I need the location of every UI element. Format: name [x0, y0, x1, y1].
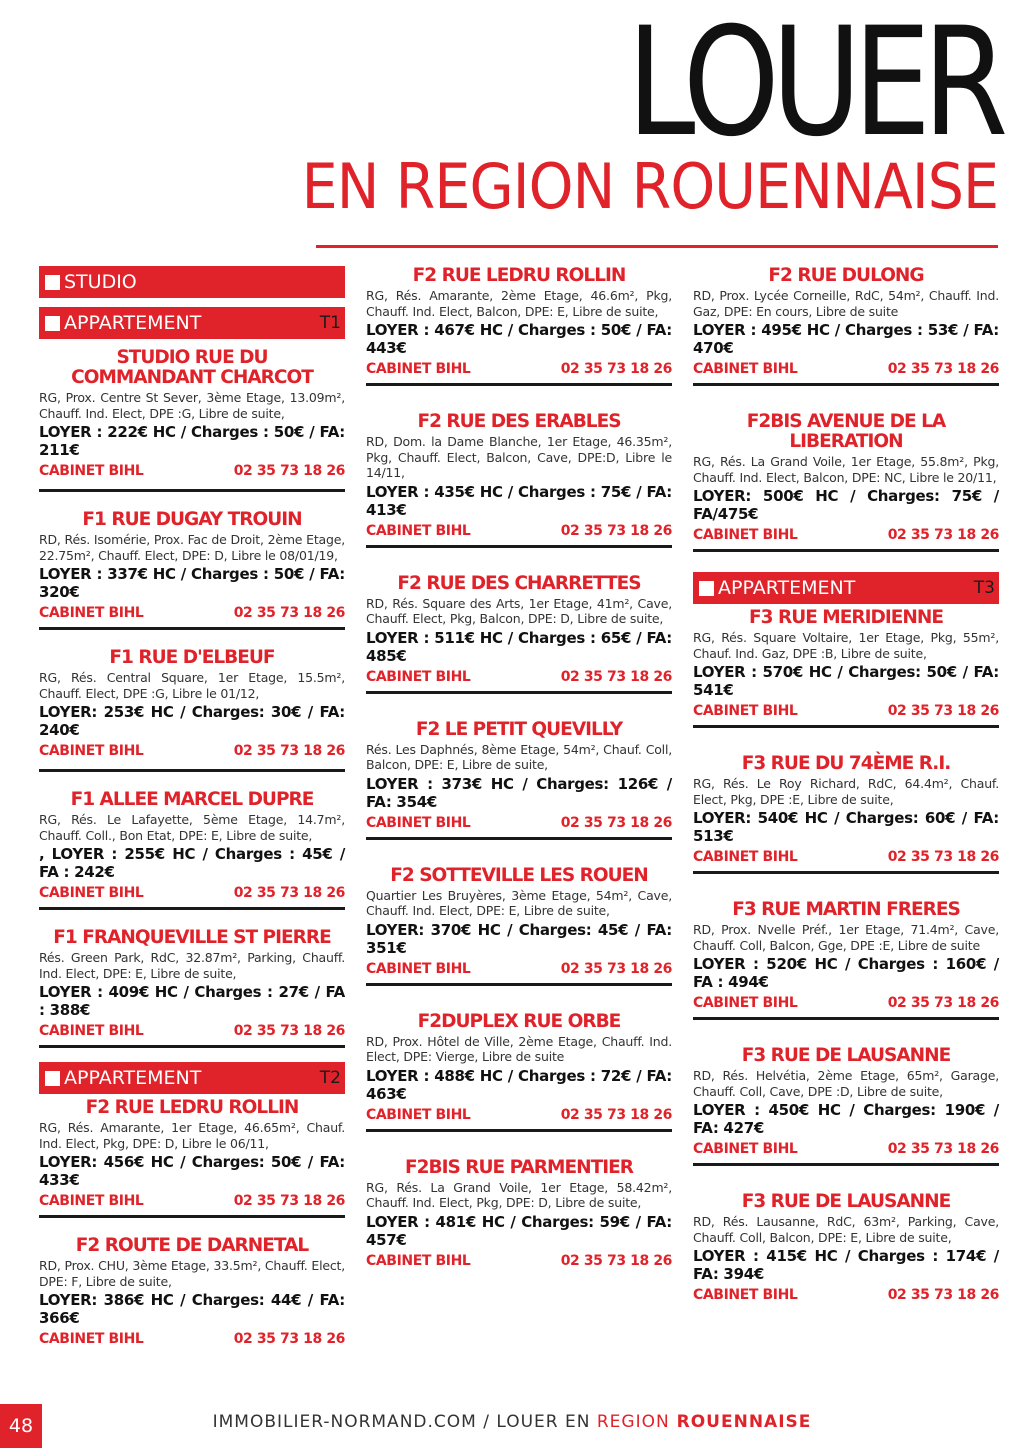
listing-title: F3 RUE MERIDIENNE [749, 607, 943, 628]
listing-phone: 02 35 73 18 26 [233, 1331, 345, 1347]
square-bullet-icon [45, 316, 60, 331]
listing-rent: LOYER: 500€ HC / Charges: 75€ / FA/475€ [693, 487, 999, 523]
listing-title: F2 LE PETIT QUEVILLY [415, 718, 623, 740]
listing-phone: 02 35 73 18 26 [560, 668, 672, 685]
footer-site: IMMOBILIER-NORMAND.COM / LOUER EN [212, 1412, 597, 1432]
listing-phone: 02 35 73 18 26 [560, 361, 672, 377]
square-bullet-icon [45, 1071, 60, 1086]
listing-rent: LOYER : 409€ HC / Charges : 27€ / FA : 388€ [39, 983, 345, 1019]
listing [693, 900, 999, 1020]
band-label: APPARTEMENT [718, 577, 856, 599]
band-label: STUDIO [64, 271, 137, 293]
listing [39, 790, 345, 910]
listing-description: RD, Prox. Lycée Corneille, RdC, 54m², Chauff. Ind. Gaz, DPE: En cours, Libre de suite [693, 288, 999, 319]
listing-phone: 02 35 73 18 26 [887, 1287, 999, 1303]
listing-agency: CABINET BIHL [39, 463, 144, 479]
listing-agency: CABINET BIHL [39, 1193, 144, 1209]
listing-description: Rés. Green Park, RdC, 32.87m², Parking, Chauff. Ind. Elect, DPE: E, Libre de suite, [39, 950, 345, 981]
section-band-t1 [39, 307, 345, 339]
listing-phone: 02 35 73 18 26 [887, 1141, 999, 1157]
listing [39, 928, 345, 1048]
listing [693, 1046, 999, 1166]
listing-phone: 02 35 73 18 26 [560, 814, 672, 831]
listing-description: RG, Prox. Centre St Sever, 3ème Etage, 13.09m², Chauff. Ind. Elect, DPE :G, Libre de suite, [39, 390, 345, 421]
listing [366, 866, 672, 986]
listing [693, 412, 999, 552]
section-band-t3 [693, 572, 999, 604]
listing-title: F2BIS AVENUE DE LA LIBERATION [746, 411, 946, 452]
listing-rent: LOYER : 222€ HC / Charges : 50€ / FA: 211€ [39, 423, 345, 459]
listing-phone: 02 35 73 18 26 [233, 885, 345, 901]
listing-rent: LOYER: 456€ HC / Charges: 50€ / FA: 433€ [39, 1153, 345, 1189]
listing-rent: , LOYER : 255€ HC / Charges : 45€ / FA : 242€ [39, 845, 345, 881]
listing-title: F1 FRANQUEVILLE ST PIERRE [53, 927, 331, 948]
listing-title: F2BIS RUE PARMENTIER [405, 1156, 633, 1178]
listing-phone: 02 35 73 18 26 [233, 1193, 345, 1209]
band-label: APPARTEMENT [64, 1067, 202, 1089]
listing [39, 1236, 345, 1353]
listing-agency: CABINET BIHL [366, 814, 471, 831]
listing-description: RD, Prox. Nvelle Préf., 1er Etage, 71.4m², Cave, Chauff. Coll, Balcon, Gge, DPE :E, Libre de suite [693, 922, 999, 953]
listing-phone: 02 35 73 18 26 [560, 960, 672, 977]
listing-description: RG, Rés. La Grand Voile, 1er Etage, 55.8m², Pkg, Chauff. Ind. Elect, Balcon, DPE: NC, Libre le 20/11, [693, 454, 999, 485]
listing-agency: CABINET BIHL [39, 1331, 144, 1347]
listing-description: Quartier Les Bruyères, 3ème Etage, 54m², Cave, Chauff. Ind. Elect, DPE: E, Libre de suite, [366, 887, 672, 918]
listing [366, 720, 672, 840]
listing-phone: 02 35 73 18 26 [887, 361, 999, 377]
listing-description: RG, Rés. Amarante, 2ème Etage, 46.6m², Pkg, Chauff. Ind. Elect, Balcon, DPE: E, Libre de suite, [366, 288, 672, 319]
listing-description: Rés. Les Daphnés, 8ème Etage, 54m², Chauf. Coll, Balcon, DPE: E, Libre de suite, [366, 741, 672, 772]
listing-description: RG, Rés. Le Lafayette, 5ème Etage, 14.7m², Chauff. Coll., Bon Etat, DPE: E, Libre de suite, [39, 812, 345, 843]
section-band-studio [39, 266, 345, 298]
listing-agency: CABINET BIHL [39, 605, 144, 621]
listing-phone: 02 35 73 18 26 [233, 463, 345, 479]
listing-phone: 02 35 73 18 26 [887, 849, 999, 865]
listing [366, 574, 672, 694]
listing-agency: CABINET BIHL [366, 1252, 471, 1269]
listing-title: F1 RUE D'ELBEUF [109, 647, 275, 668]
listing-title: F3 RUE DU 74ÈME R.I. [741, 753, 951, 774]
listing-rent: LOYER : 415€ HC / Charges : 174€ / FA: 394€ [693, 1247, 999, 1283]
listing-description: RG, Rés. Amarante, 1er Etage, 46.65m², Chauf. Ind. Elect, Pkg, DPE: D, Libre le 06/11, [39, 1120, 345, 1151]
listing [366, 1158, 672, 1275]
band-label: APPARTEMENT [64, 312, 202, 334]
listing-description: RD, Dom. la Dame Blanche, 1er Etage, 46.35m², Pkg, Chauff. Elect, Balcon, Cave, DPE:D, Libre le 14/11, [366, 434, 672, 480]
title-divider [316, 245, 998, 248]
listing-title: F2 RUE LEDRU ROLLIN [412, 265, 626, 286]
page-subtitle: EN REGION ROUENNAISE [301, 150, 998, 223]
column-1 [39, 266, 345, 1371]
listing-agency: CABINET BIHL [366, 668, 471, 685]
listing-phone: 02 35 73 18 26 [560, 1252, 672, 1269]
listing-agency: CABINET BIHL [693, 527, 798, 543]
square-bullet-icon [45, 275, 60, 290]
column-3 [693, 266, 999, 1327]
listing-phone: 02 35 73 18 26 [560, 1106, 672, 1123]
footer-region: REGION [596, 1412, 670, 1432]
listing-title: F1 ALLEE MARCEL DUPRE [70, 789, 314, 810]
listing [39, 648, 345, 772]
listing-rent: LOYER : 495€ HC / Charges : 53€ / FA: 470€ [693, 321, 999, 357]
listing-title: F3 RUE DE LAUSANNE [741, 1191, 951, 1212]
listing [39, 348, 345, 492]
listing-title: F2 RUE DES CHARRETTES [397, 572, 641, 594]
listing-description: RD, Prox. CHU, 3ème Etage, 33.5m², Chauff. Elect, DPE: F, Libre de suite, [39, 1258, 345, 1289]
listing-agency: CABINET BIHL [366, 522, 471, 539]
listing-agency: CABINET BIHL [693, 361, 798, 377]
page-footer [0, 1412, 1024, 1432]
listing-title: F3 RUE DE LAUSANNE [741, 1045, 951, 1066]
listing-rent: LOYER : 511€ HC / Charges : 65€ / FA: 485€ [366, 628, 672, 665]
listing-title: F2 RUE LEDRU ROLLIN [85, 1097, 299, 1118]
listing-description: RD, Prox. Hôtel de Ville, 2ème Etage, Chauff. Ind. Elect, DPE: Vierge, Libre de suite [366, 1033, 672, 1064]
listing-title: STUDIO RUE DU COMMANDANT CHARCOT [71, 347, 313, 388]
listing [693, 754, 999, 874]
listing-phone: 02 35 73 18 26 [233, 605, 345, 621]
listing-agency: CABINET BIHL [693, 703, 798, 719]
listing-title: F3 RUE MARTIN FRERES [732, 899, 960, 920]
listing-agency: CABINET BIHL [39, 885, 144, 901]
listing-description: RD, Rés. Square des Arts, 1er Etage, 41m², Cave, Chauff. Elect, Pkg, Balcon, DPE: D, Libre de suite, [366, 595, 672, 626]
listing [39, 510, 345, 630]
listing-rent: LOYER : 373€ HC / Charges: 126€ / FA: 354€ [366, 774, 672, 811]
listing-rent: LOYER : 520€ HC / Charges : 160€ / FA : 494€ [693, 955, 999, 991]
listing-title: F2 SOTTEVILLE LES ROUEN [390, 864, 648, 886]
listing-rent: LOYER: 540€ HC / Charges: 60€ / FA: 513€ [693, 809, 999, 845]
listing-description: RG, Rés. Central Square, 1er Etage, 15.5m², Chauff. Elect, DPE :G, Libre le 01/12, [39, 670, 345, 701]
listing-rent: LOYER : 337€ HC / Charges : 50€ / FA: 320€ [39, 565, 345, 601]
listing [693, 1192, 999, 1309]
listing-agency: CABINET BIHL [366, 361, 471, 377]
band-tag: T2 [319, 1068, 341, 1088]
listing-agency: CABINET BIHL [39, 1023, 144, 1039]
listing [366, 266, 672, 386]
listing-phone: 02 35 73 18 26 [233, 743, 345, 759]
listing [39, 1098, 345, 1218]
listing-phone: 02 35 73 18 26 [887, 527, 999, 543]
listing [693, 608, 999, 728]
page-title: LOUER [626, 0, 1000, 170]
listing-title: F1 RUE DUGAY TROUIN [82, 509, 302, 530]
page-number: 48 [0, 1404, 42, 1448]
listing-description: RG, Rés. Le Roy Richard, RdC, 64.4m², Chauf. Elect, Pkg, DPE :E, Libre de suite, [693, 776, 999, 807]
listing-rent: LOYER: 370€ HC / Charges: 45€ / FA: 351€ [366, 920, 672, 957]
listing-agency: CABINET BIHL [693, 1141, 798, 1157]
listing-agency: CABINET BIHL [366, 960, 471, 977]
listing-description: RG, Rés. La Grand Voile, 1er Etage, 58.42m², Chauff. Ind. Elect, Pkg, DPE: D, Libre de suite, [366, 1179, 672, 1210]
footer-city: ROUENNAISE [669, 1412, 812, 1432]
band-tag: T1 [319, 313, 341, 333]
listing-description: RD, Rés. Helvétia, 2ème Etage, 65m², Garage, Chauff. Coll, Cave, DPE :D, Libre de suite, [693, 1068, 999, 1099]
listing-agency: CABINET BIHL [693, 995, 798, 1011]
listing-rent: LOYER: 253€ HC / Charges: 30€ / FA: 240€ [39, 703, 345, 739]
listing-title: F2 RUE DES ERABLES [417, 411, 621, 432]
listing-agency: CABINET BIHL [693, 849, 798, 865]
listing [366, 412, 672, 548]
listing-phone: 02 35 73 18 26 [233, 1023, 345, 1039]
listing-title: F2 RUE DULONG [768, 265, 924, 286]
listing-agency: CABINET BIHL [39, 743, 144, 759]
listing-rent: LOYER : 481€ HC / Charges: 59€ / FA: 457€ [366, 1212, 672, 1249]
square-bullet-icon [699, 581, 714, 596]
listing-rent: LOYER : 488€ HC / Charges : 72€ / FA: 463€ [366, 1066, 672, 1103]
listing-title: F2 ROUTE DE DARNETAL [75, 1235, 309, 1256]
listing-rent: LOYER: 386€ HC / Charges: 44€ / FA: 366€ [39, 1291, 345, 1327]
listing-rent: LOYER : 450€ HC / Charges: 190€ / FA: 427€ [693, 1101, 999, 1137]
listing-phone: 02 35 73 18 26 [560, 522, 672, 539]
band-tag: T3 [973, 578, 995, 598]
listing [693, 266, 999, 386]
listing-description: RD, Rés. Isomérie, Prox. Fac de Droit, 2ème Etage, 22.75m², Chauff. Elect, DPE: D, Libre le 08/01/19, [39, 532, 345, 563]
listing-description: RD, Rés. Lausanne, RdC, 63m², Parking, Cave, Chauff. Coll, Balcon, DPE: E, Libre de suite, [693, 1214, 999, 1245]
listing-description: RG, Rés. Square Voltaire, 1er Etage, Pkg, 55m², Chauf. Ind. Gaz, DPE :B, Libre de suite, [693, 630, 999, 661]
listing-rent: LOYER : 570€ HC / Charges: 50€ / FA: 541€ [693, 663, 999, 699]
listing-rent: LOYER : 467€ HC / Charges : 50€ / FA: 443€ [366, 321, 672, 357]
section-band-t2 [39, 1062, 345, 1094]
listing-agency: CABINET BIHL [693, 1287, 798, 1303]
column-2 [366, 266, 672, 1293]
listing-phone: 02 35 73 18 26 [887, 703, 999, 719]
listing [366, 1012, 672, 1132]
listing-phone: 02 35 73 18 26 [887, 995, 999, 1011]
listing-agency: CABINET BIHL [366, 1106, 471, 1123]
listing-title: F2DUPLEX RUE ORBE [417, 1010, 621, 1032]
listing-rent: LOYER : 435€ HC / Charges : 75€ / FA: 413€ [366, 482, 672, 519]
